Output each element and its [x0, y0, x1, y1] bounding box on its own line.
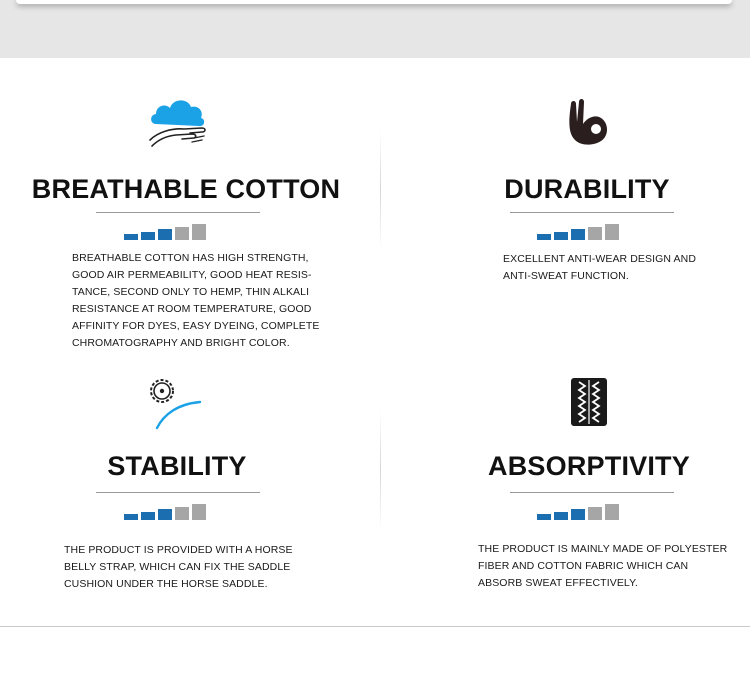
description-line: ABSORB SWEAT EFFECTIVELY. — [478, 577, 638, 589]
rating-segment-filled — [571, 229, 585, 240]
rating-meter — [124, 504, 208, 520]
rating-segment-empty — [192, 504, 206, 520]
rating-segment-filled — [537, 514, 551, 520]
rating-segment-empty — [192, 224, 206, 240]
feature-title: STABILITY — [107, 451, 247, 481]
title-underline — [510, 492, 674, 493]
feature-title: BREATHABLE COTTON — [31, 174, 341, 204]
rating-segment-empty — [588, 227, 602, 241]
rating-segment-filled — [554, 512, 568, 521]
rating-segment-empty — [175, 507, 189, 521]
column-divider-bottom — [380, 410, 381, 530]
description-line: EXCELLENT ANTI-WEAR DESIGN AND — [503, 253, 697, 265]
description-line: TANCE, SECOND ONLY TO HEMP, THIN ALKALI — [72, 286, 310, 298]
description-line: CHROMATOGRAPHY AND BRIGHT COLOR. — [72, 337, 290, 349]
rating-segment-filled — [124, 234, 138, 240]
description-line: ANTI-SWEAT FUNCTION. — [503, 270, 629, 282]
title-underline — [96, 212, 260, 213]
rating-segment-filled — [537, 234, 551, 240]
top-banner-band — [0, 0, 750, 58]
rating-segment-filled — [141, 512, 155, 521]
rating-segment-filled — [571, 509, 585, 520]
column-divider-top — [380, 130, 381, 250]
feature-description — [64, 542, 314, 593]
gear-arc-icon — [142, 374, 206, 430]
description-line: AFFINITY FOR DYES, EASY DYEING, COMPLETE — [72, 320, 320, 332]
rating-meter — [124, 224, 208, 240]
description-line: BREATHABLE COTTON HAS HIGH STRENGTH, — [72, 252, 309, 264]
rating-segment-empty — [175, 227, 189, 241]
description-line: BELLY STRAP, WHICH CAN FIX THE SADDLE — [64, 561, 291, 573]
description-line: CUSHION UNDER THE HORSE SADDLE. — [64, 578, 268, 590]
rating-segment-filled — [158, 509, 172, 520]
feature-description — [478, 541, 728, 592]
rating-segment-empty — [605, 224, 619, 240]
rating-meter — [537, 224, 621, 240]
rating-segment-filled — [124, 514, 138, 520]
description-line: FIBER AND COTTON FABRIC WHICH CAN — [478, 560, 689, 572]
rating-segment-filled — [158, 229, 172, 240]
rating-segment-empty — [588, 507, 602, 521]
top-panel-edge — [16, 0, 732, 4]
feature-title: DURABILITY — [504, 174, 670, 204]
description-line: GOOD AIR PERMEABILITY, GOOD HEAT RESIS- — [72, 269, 312, 281]
feature-title: ABSORPTIVITY — [488, 451, 690, 481]
title-underline — [96, 492, 260, 493]
rating-meter — [537, 504, 621, 520]
cloud-hand-icon — [146, 94, 210, 150]
ok-hand-icon — [557, 96, 621, 152]
rating-segment-filled — [141, 232, 155, 241]
rating-segment-filled — [554, 232, 568, 241]
feature-description — [72, 250, 322, 352]
rating-segment-empty — [605, 504, 619, 520]
description-line: THE PRODUCT IS MAINLY MADE OF POLYESTER — [478, 543, 728, 555]
tire-tread-icon — [557, 376, 621, 432]
title-underline — [510, 212, 674, 213]
description-line: THE PRODUCT IS PROVIDED WITH A HORSE — [64, 544, 293, 556]
feature-description — [503, 251, 743, 285]
description-line: RESISTANCE AT ROOM TEMPERATURE, GOOD — [72, 303, 312, 315]
bottom-divider — [0, 626, 750, 627]
